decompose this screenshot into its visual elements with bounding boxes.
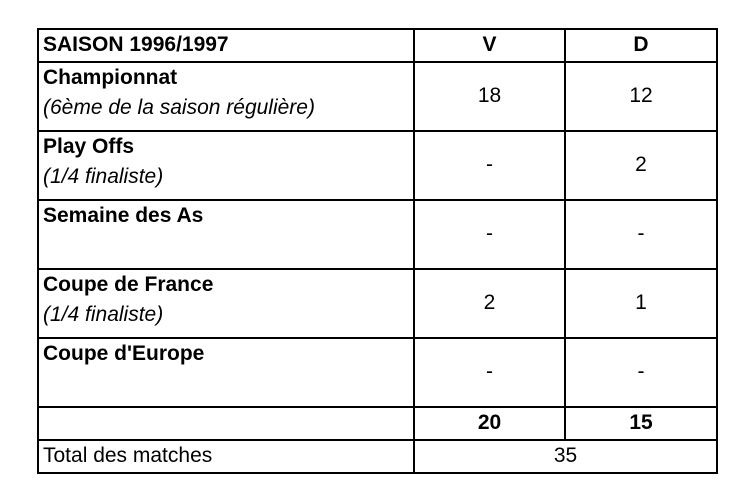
wins-value: 18 <box>414 62 565 131</box>
table-row <box>38 200 717 269</box>
competition-cell <box>38 269 414 338</box>
total-matches-label: Total des matches <box>38 440 414 473</box>
season-header: SAISON 1996/1997 <box>38 29 414 62</box>
table-header-row <box>38 29 717 62</box>
wins-value: - <box>414 338 565 407</box>
table-row <box>38 62 717 131</box>
losses-value: - <box>565 338 717 407</box>
total-wins: 20 <box>414 407 565 440</box>
wins-value: - <box>414 200 565 269</box>
competition-cell <box>38 338 414 407</box>
totals-row <box>38 407 717 440</box>
competition-cell <box>38 62 414 131</box>
losses-value: 2 <box>565 131 717 200</box>
competition-subtitle: (1/4 finaliste) <box>43 303 164 327</box>
competition-title: Coupe d'Europe <box>43 342 205 365</box>
totals-label <box>38 407 414 440</box>
wins-value: - <box>414 131 565 200</box>
total-matches-row <box>38 440 717 473</box>
losses-value: - <box>565 200 717 269</box>
table-row <box>38 131 717 200</box>
competition-title: Coupe de France <box>43 273 214 296</box>
competition-cell <box>38 131 414 200</box>
total-matches-value: 35 <box>414 440 717 473</box>
competition-subtitle: (6ème de la saison régulière) <box>43 96 315 120</box>
total-losses: 15 <box>565 407 717 440</box>
wins-value: 2 <box>414 269 565 338</box>
losses-value: 12 <box>565 62 717 131</box>
column-header-v: V <box>414 29 565 62</box>
competition-title: Play Offs <box>43 135 135 158</box>
competition-cell <box>38 200 414 269</box>
table-row <box>38 269 717 338</box>
competition-title: Semaine des As <box>43 204 204 227</box>
column-header-d: D <box>565 29 717 62</box>
season-results-table <box>37 28 718 474</box>
competition-title: Championnat <box>43 66 178 89</box>
competition-subtitle: (1/4 finaliste) <box>43 165 164 189</box>
losses-value: 1 <box>565 269 717 338</box>
table-row <box>38 338 717 407</box>
